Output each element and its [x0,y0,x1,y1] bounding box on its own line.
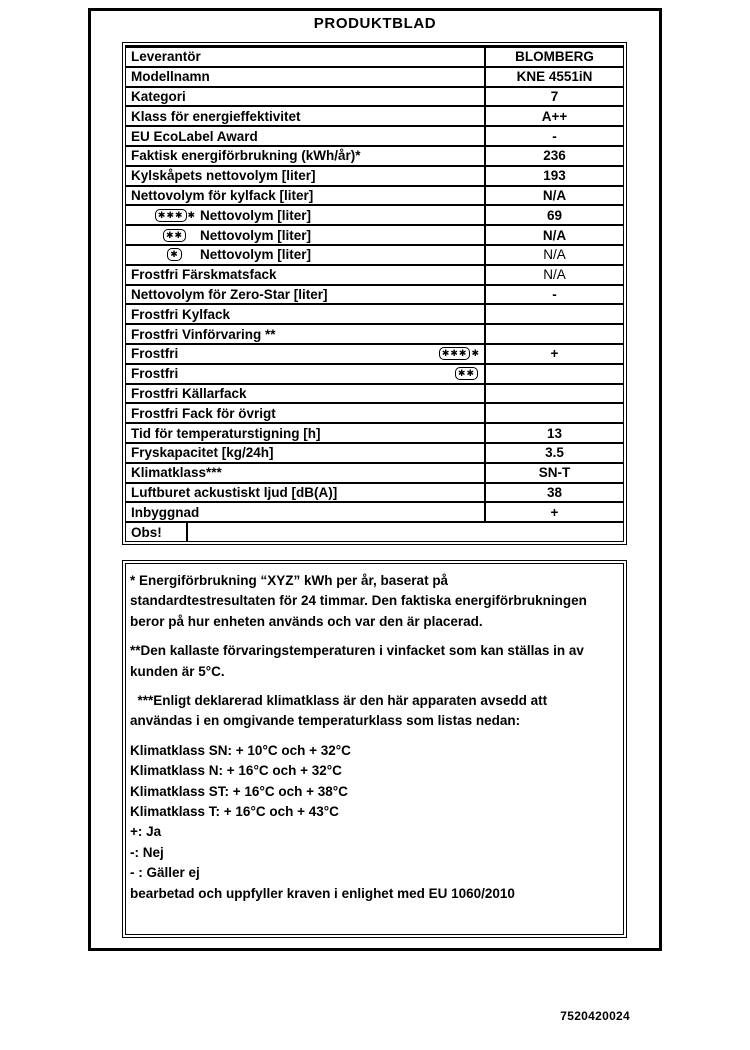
footnotes-box [122,560,627,938]
spec-value-cell [486,305,623,323]
spec-label: Nettovolym [liter] [200,207,312,223]
note-line: * Energiförbrukning “XYZ” kWh per år, baserat på [130,573,449,588]
spec-value-cell: 69 [546,207,563,223]
freezer-star-rating-icon [150,209,200,222]
spec-label: Modellnamn [131,69,210,85]
spec-value-cell: N/A [543,247,566,263]
spec-value-cell: 7 [550,88,559,104]
spec-label: Faktisk energiförbrukning (kWh/år)* [131,148,361,164]
table-row [126,482,623,502]
spec-label: Frostfri [131,366,179,382]
table-row [126,185,623,205]
spec-label: Kylskåpets nettovolym [liter] [131,168,316,184]
spec-label-cell [126,127,486,145]
document-number: 7520420024 [560,1009,630,1023]
spec-label: Frostfri Källarfack [131,385,247,401]
table-row [126,303,623,323]
note-line: Klimatklass ST: + 16°C och + 38°C [130,783,348,799]
spec-label: Frostfri Vinförvaring ** [131,326,276,342]
spec-label-cell [126,523,188,541]
spec-value-cell: 38 [546,484,563,500]
table-row [126,442,623,462]
climate-class-list [130,741,619,904]
spec-label-cell [126,404,486,422]
note-line: ***Enligt deklarerad klimatklass är den här apparaten avsedd att [130,693,548,709]
freezer-star-rating-icon [150,248,200,261]
spec-value-cell: + [550,346,559,362]
note-line: kunden är 5°C. [130,663,225,679]
spec-label-cell [126,167,486,185]
spec-label-cell [126,187,486,205]
spec-label: Nettovolym [liter] [200,227,312,243]
spec-label: Luftburet ackustiskt ljud [dB(A)] [131,484,338,500]
spec-label: EU EcoLabel Award [131,128,258,144]
spec-value-cell: 3.5 [545,445,564,461]
table-row [126,323,623,343]
spec-label-cell [126,286,486,304]
spec-label-cell [126,206,486,224]
page-title: PRODUKTBLAD [313,15,437,32]
table-row [126,363,623,383]
note-line: standardtestresultaten för 24 timmar. Den faktiska energiförbrukningen [130,593,587,609]
star-box-icon: ✱✱✱ [439,347,471,360]
spec-value-cell: N/A [542,227,567,243]
spec-label-cell [126,424,486,442]
spec-label: Frostfri Kylfack [131,306,231,322]
spec-value-cell: + [550,504,559,520]
star-box-icon: ✱ [167,248,182,261]
spec-label-cell [126,226,486,244]
table-row [126,383,623,403]
table-row [126,521,623,541]
spec-label: Obs! [131,524,162,540]
table-row [126,224,623,244]
spec-label-cell [126,246,486,264]
note-line: beror på hur enheten används och var den är placerad. [130,613,483,629]
energy-consumption-note [130,571,619,632]
star-box-icon: ✱✱ [455,367,478,380]
spec-value-cell: N/A [543,267,566,283]
table-row [126,402,623,422]
note-line: **Den kallaste förvaringstemperaturen i vinfacket som kan ställas in av [130,643,584,659]
spec-value-cell: 193 [543,168,566,184]
note-line: -: Nej [130,844,164,860]
spec-label: Frostfri [131,346,179,362]
table-row [126,145,623,165]
table-row [126,284,623,304]
freezer-star-rating-icon [439,347,479,360]
spec-label-cell [126,385,486,403]
table-row [126,66,623,86]
table-row [126,46,623,66]
spec-label: Frostfri Färskmatsfack [131,267,277,283]
spec-value-cell: KNE 4551iN [516,69,593,85]
spec-label-cell [126,107,486,125]
spec-label: Fryskapacitet [kg/24h] [131,445,274,461]
spec-label: Tid för temperaturstigning [h] [131,425,321,441]
freezer-star-rating-icon [150,229,200,242]
outer-star-icon: ✱ [471,348,479,359]
table-row [126,86,623,106]
climate-class-note [130,691,619,732]
table-row [126,244,623,264]
spec-value-cell: 236 [543,148,566,164]
table-row [126,105,623,125]
spec-label-cell [126,325,486,343]
spec-label-cell [126,365,486,383]
spec-value-cell [188,523,623,541]
spec-label: Inbyggnad [131,504,200,520]
spec-value-cell: SN-T [538,465,571,481]
spec-label: Klimatklass*** [131,465,222,481]
star-box-icon: ✱✱✱ [155,209,187,222]
spec-label: Kategori [131,88,186,104]
spec-label: Leverantör [131,49,201,65]
product-spec-table [122,42,627,545]
note-line: Klimatklass T: + 16°C och + 43°C [130,804,339,820]
spec-label: Klass för energieffektivitet [131,108,301,124]
spec-label-cell [126,464,486,482]
spec-label-cell [126,305,486,323]
spec-label-cell [126,266,486,284]
spec-value-cell [486,325,623,343]
spec-label-cell [126,48,486,66]
spec-label-cell [126,503,486,521]
table-row [126,501,623,521]
star-box-icon: ✱✱ [163,229,186,242]
spec-value-cell: BLOMBERG [515,49,594,65]
table-row [126,422,623,442]
spec-value-cell [486,404,623,422]
note-line: bearbetad och uppfyller kraven i enlighet med EU 1060/2010 [130,885,515,901]
outer-star-icon: ✱ [187,209,196,220]
spec-label: Nettovolym för Zero-Star [liter] [131,286,328,302]
spec-label: Nettovolym för kylfack [liter] [131,187,314,203]
spec-value-cell [486,365,623,383]
spec-value-cell: N/A [542,187,567,203]
note-line: - : Gäller ej [130,865,200,881]
spec-label: Nettovolym [liter] [200,247,312,263]
table-row [126,125,623,145]
spec-label-cell [126,484,486,502]
spec-value-cell: 13 [546,425,563,441]
spec-label: Frostfri Fack för övrigt [131,405,276,421]
table-row [126,462,623,482]
note-line: användas i en omgivande temperaturklass som listas nedan: [130,713,521,729]
spec-value-cell: - [552,286,557,302]
spec-value-cell: A++ [541,108,568,124]
spec-value-cell [486,385,623,403]
note-line: Klimatklass SN: + 10°C och + 32°C [130,742,351,758]
table-row [126,343,623,363]
table-row [126,264,623,284]
freezer-star-rating-icon [455,367,479,380]
wine-storage-note [130,641,619,682]
spec-value-cell: - [552,128,557,144]
note-line: +: Ja [130,824,162,840]
spec-label-cell [126,147,486,165]
table-row [126,165,623,185]
spec-label-cell [126,345,486,363]
spec-label-cell [126,444,486,462]
spec-label-cell [126,68,486,86]
table-row [126,204,623,224]
spec-label-cell [126,88,486,106]
note-line: Klimatklass N: + 16°C och + 32°C [130,763,342,779]
